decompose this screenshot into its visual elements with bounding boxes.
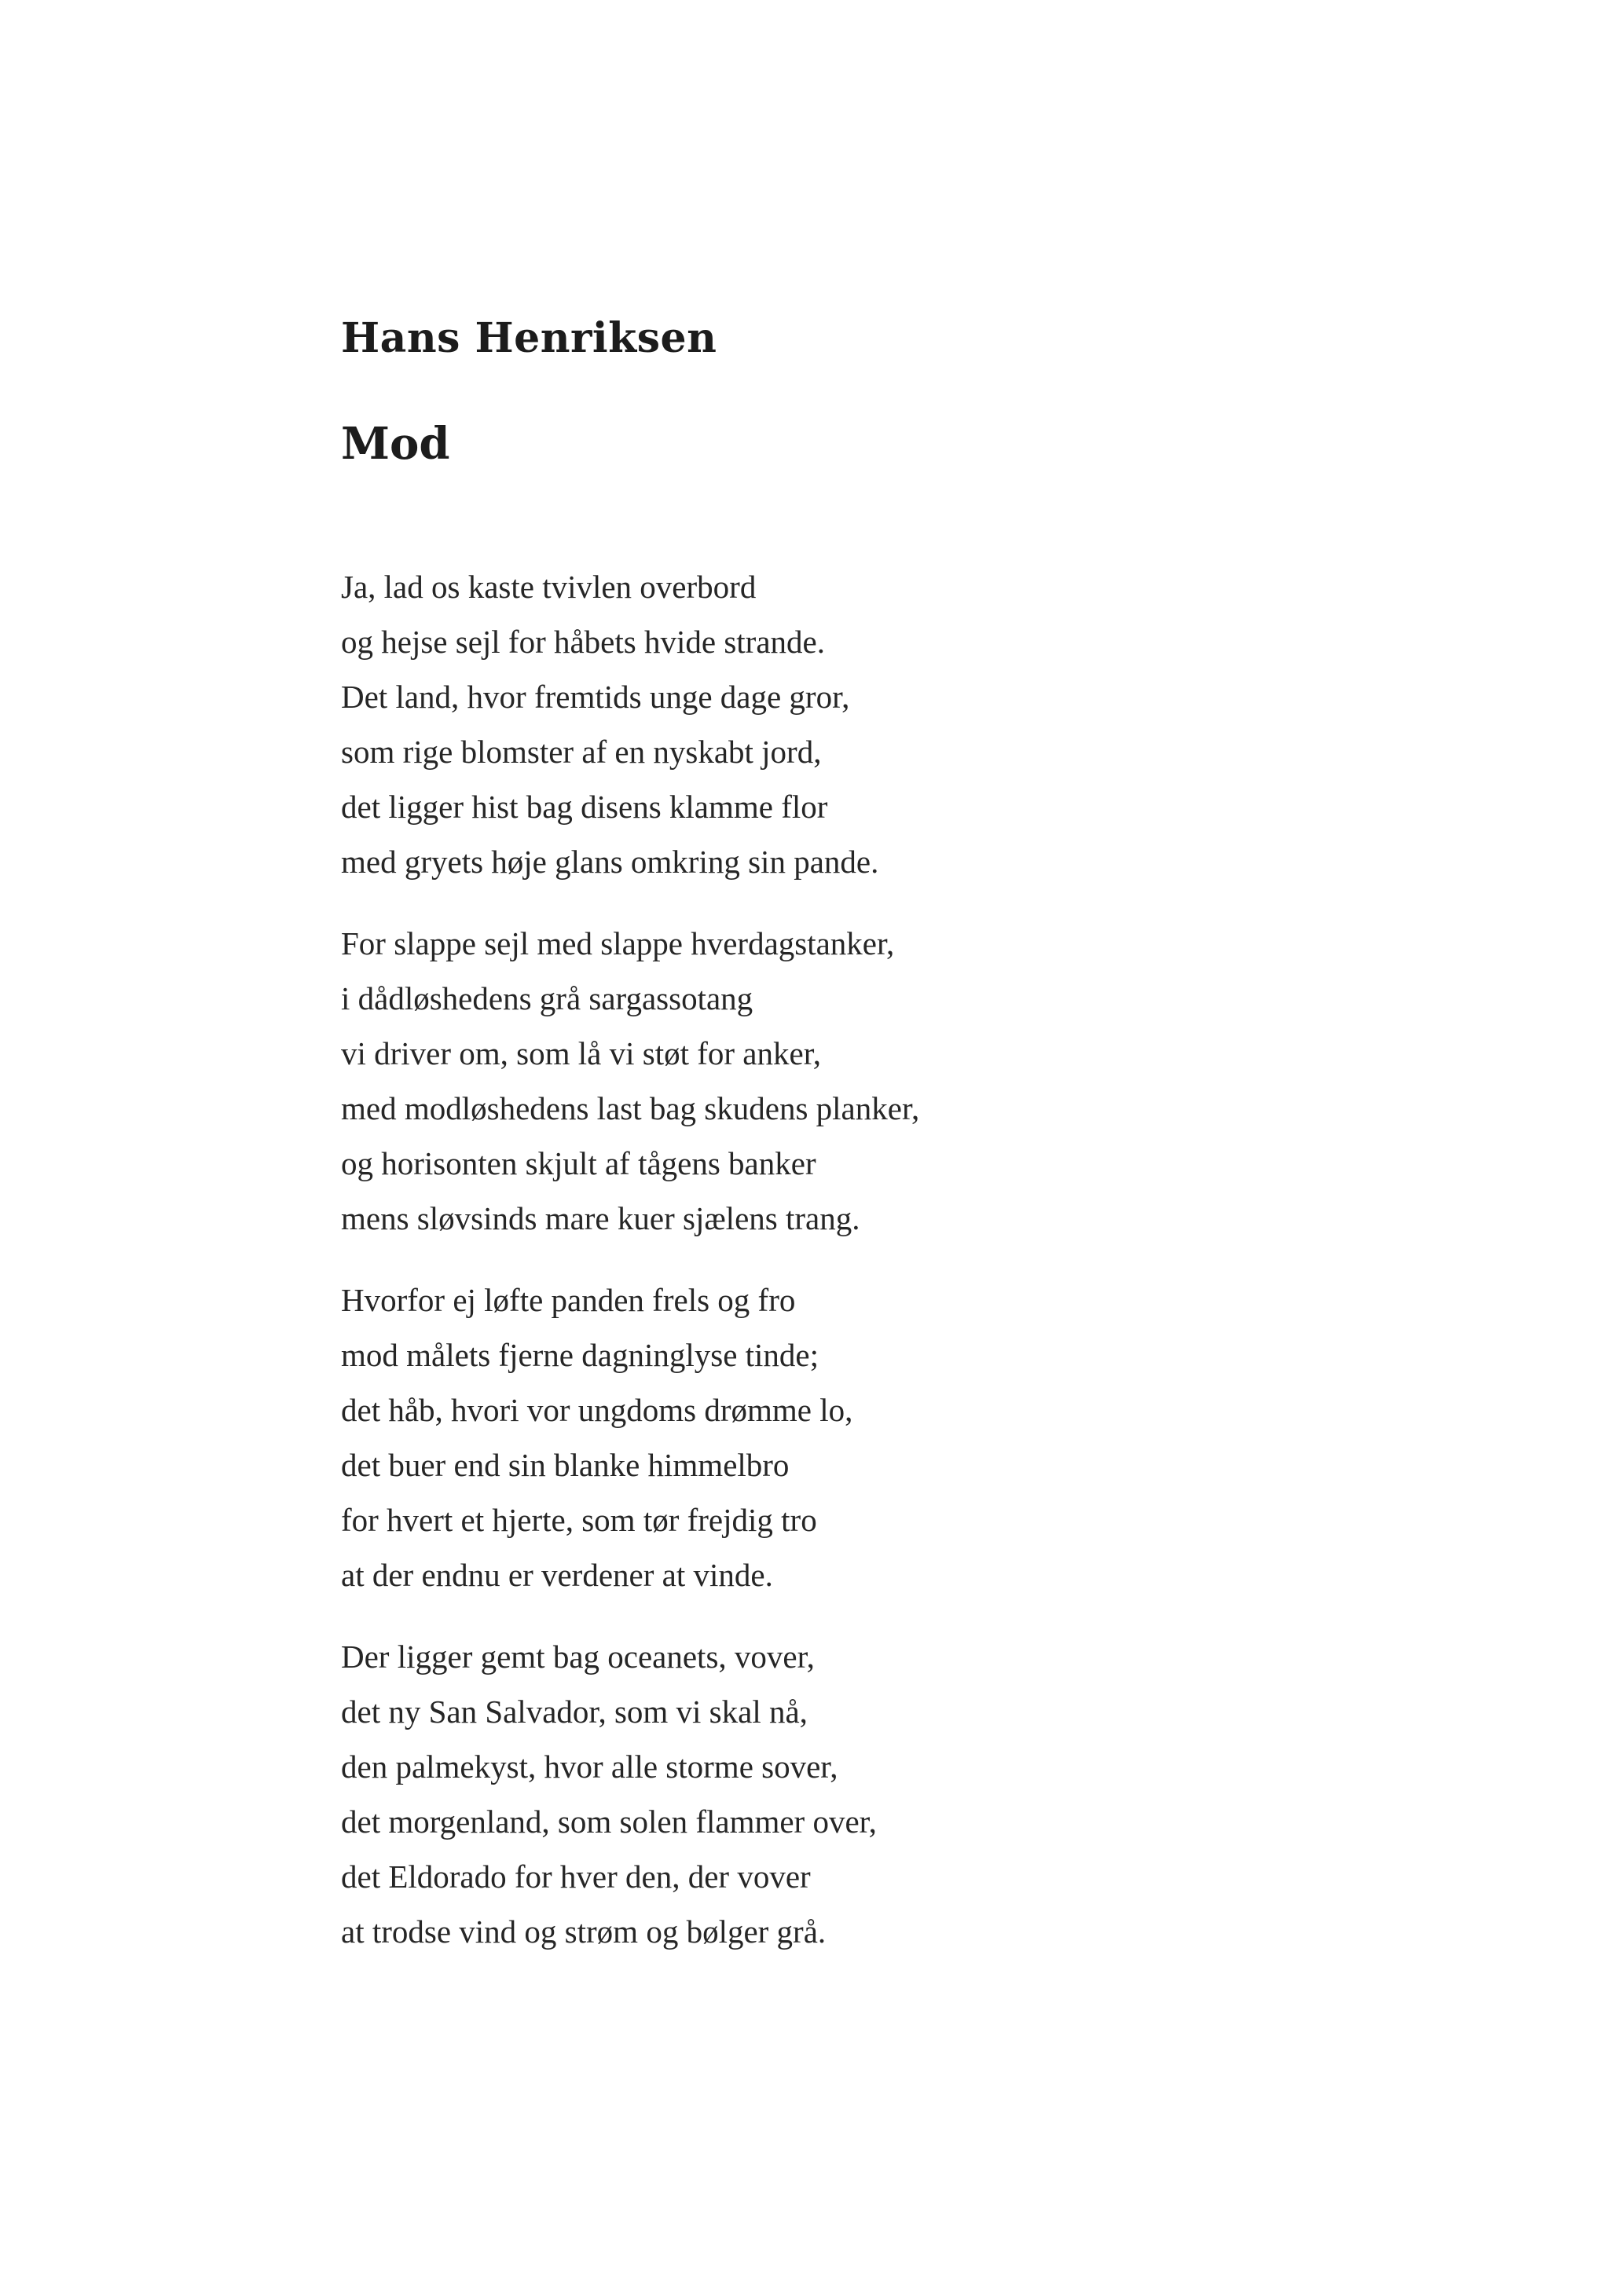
poem-line: det ligger hist bag disens klamme flor bbox=[341, 788, 828, 825]
poem-line: den palmekyst, hvor alle storme sover, bbox=[341, 1748, 838, 1785]
poem-line: mod målets fjerne dagninglyse tinde; bbox=[341, 1336, 819, 1373]
poem-line: som rige blomster af en nyskabt jord, bbox=[341, 733, 822, 770]
stanza-3 bbox=[341, 1273, 1362, 1602]
poem-line: vi driver om, som lå vi støt for anker, bbox=[341, 1034, 821, 1071]
author-heading: Hans Henriksen bbox=[341, 314, 717, 362]
document-page bbox=[341, 314, 1362, 1986]
poem-line: og horisonten skjult af tågens banker bbox=[341, 1144, 816, 1181]
poem-line: med modløshedens last bag skudens planker, bbox=[341, 1089, 920, 1126]
poem-line: det buer end sin blanke himmelbro bbox=[341, 1446, 790, 1483]
poem-line: For slappe sejl med slappe hverdagstanker, bbox=[341, 925, 895, 961]
poem-line: det Eldorado for hver den, der vover bbox=[341, 1858, 811, 1895]
poem-body bbox=[341, 559, 1362, 1959]
poem-line: og hejse sejl for håbets hvide strande. bbox=[341, 623, 825, 660]
poem-title: Mod bbox=[341, 418, 450, 471]
stanza-1 bbox=[341, 559, 1362, 889]
poem-line: i dådløshedens grå sargassotang bbox=[341, 980, 753, 1016]
stanza-4 bbox=[341, 1629, 1362, 1959]
stanza-2 bbox=[341, 916, 1362, 1246]
poem-line: det ny San Salvador, som vi skal nå, bbox=[341, 1693, 808, 1730]
poem-line: mens sløvsinds mare kuer sjælens trang. bbox=[341, 1199, 860, 1236]
poem-line: for hvert et hjerte, som tør frejdig tro bbox=[341, 1501, 817, 1538]
poem-line: med gryets høje glans omkring sin pande. bbox=[341, 843, 879, 880]
poem-line: at der endnu er verdener at vinde. bbox=[341, 1556, 773, 1593]
poem-line: Det land, hvor fremtids unge dage gror, bbox=[341, 678, 850, 715]
poem-line: at trodse vind og strøm og bølger grå. bbox=[341, 1913, 827, 1950]
poem-line: det morgenland, som solen flammer over, bbox=[341, 1803, 877, 1840]
poem-line: det håb, hvori vor ungdoms drømme lo, bbox=[341, 1391, 853, 1428]
poem-line: Hvorfor ej løfte panden frels og fro bbox=[341, 1281, 796, 1318]
poem-line: Der ligger gemt bag oceanets, vover, bbox=[341, 1638, 815, 1675]
poem-line: Ja, lad os kaste tvivlen overbord bbox=[341, 568, 757, 605]
